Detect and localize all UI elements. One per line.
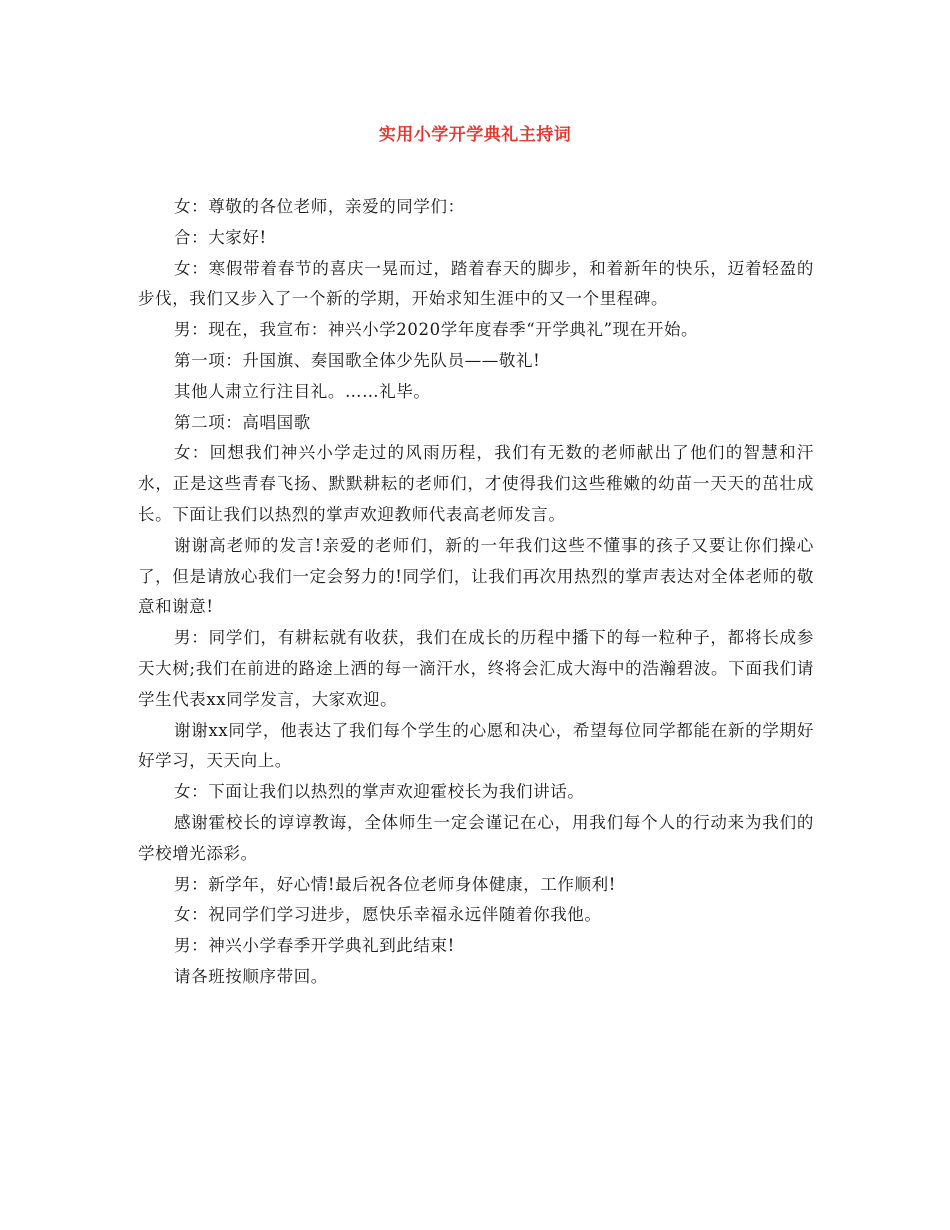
paragraph-principal-intro: 女：下面让我们以热烈的掌声欢迎霍校长为我们讲话。: [174, 782, 585, 802]
paragraph-greeting: 女：尊敬的各位老师，亲爱的同学们：: [174, 197, 465, 216]
paragraph-item-two: 第二项：高唱国歌: [174, 412, 311, 432]
paragraph-announcement: 男：现在，我宣布：神兴小学2020学年度春季“开学典礼”现在开始。: [174, 320, 699, 340]
paragraph-dismissal: 请各班按顺序带回。: [174, 966, 328, 986]
paragraph-teacher-thanks: 谢谢高老师的发言!亲爱的老师们，新的一年我们这些不懂事的孩子又要让你们操心了，但是请放心我们一定会努力的!同学们，让我们再次用热烈的掌声表达对全体老师的敬意和谢意!: [138, 535, 814, 617]
paragraph-salute: 其他人肃立行注目礼。……礼毕。: [174, 381, 431, 401]
paragraph-principal-thanks: 感谢霍校长的谆谆教诲，全体师生一定会谨记在心，用我们每个人的行动来为我们的学校增光添彩。: [138, 812, 814, 863]
paragraph-item-one: 第一项：升国旗、奏国歌全体少先队员——敬礼!: [174, 350, 541, 370]
paragraph-closing: 男：神兴小学春季开学典礼到此结束!: [174, 936, 455, 956]
document-body: [138, 192, 814, 993]
paragraph-opening: 女：寒假带着春节的喜庆一晃而过，踏着春天的脚步，和着新年的快乐，迈着轻盈的步伐，我们又步入了一个新的学期，开始求知生涯中的又一个里程碑。: [138, 258, 814, 309]
paragraph-student-thanks: 谢谢xx同学，他表达了我们每个学生的心愿和决心，希望每位同学都能在新的学期好好学习，天天向上。: [138, 720, 814, 771]
paragraph-wishes-students: 女：祝同学们学习进步，愿快乐幸福永远伴随着你我他。: [174, 905, 602, 925]
paragraph-wishes-teachers: 男：新学年，好心情!最后祝各位老师身体健康，工作顺利!: [174, 874, 616, 894]
paragraph-student-intro: 男：同学们，有耕耘就有收获，我们在成长的历程中播下的每一粒种子，都将长成参天大树;我们在前进的路途上洒的每一滴汗水，终将会汇成大海中的浩瀚碧波。下面我们请学生代表xx同学发言，大家欢迎。: [138, 628, 814, 709]
paragraph-teacher-intro: 女：回想我们神兴小学走过的风雨历程，我们有无数的老师献出了他们的智慧和汗水，正是这些青春飞扬、默默耕耘的老师们，才使得我们这些稚嫩的幼苗一天天的茁壮成长。下面让我们以热烈的掌声欢迎教师代表高老师发言。: [138, 443, 814, 524]
paragraph-hello: 合：大家好!: [174, 227, 267, 247]
document-title: 实用小学开学典礼主持词: [378, 125, 572, 145]
